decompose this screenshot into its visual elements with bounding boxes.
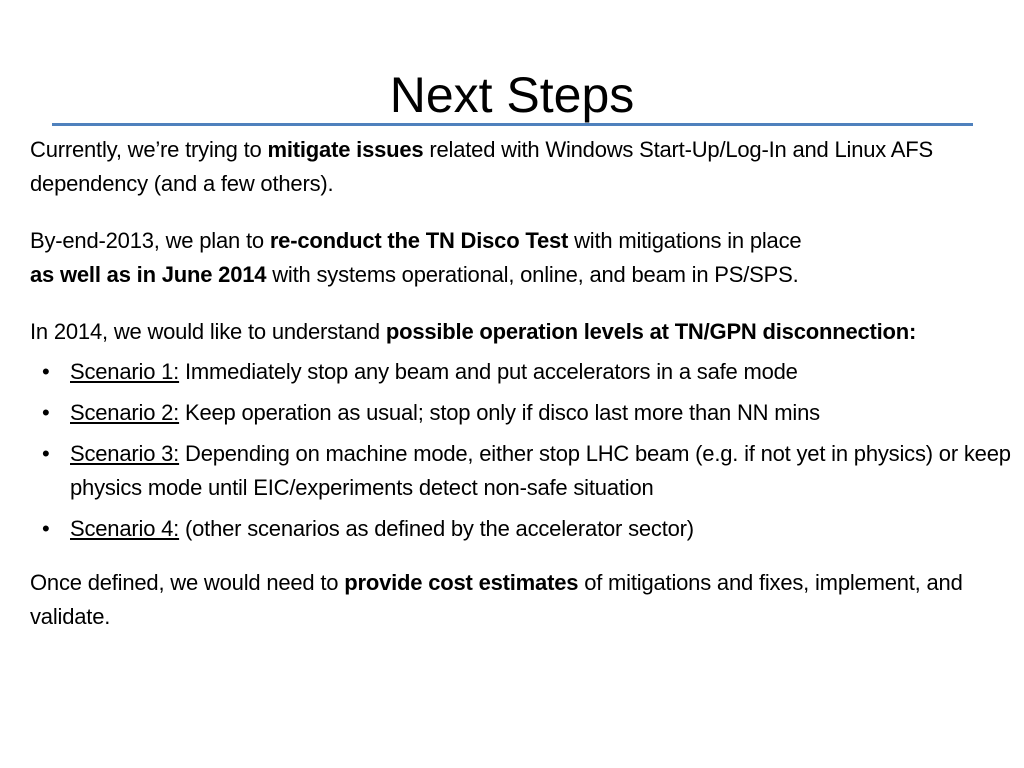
scenario-list bbox=[30, 355, 1014, 546]
para2-text-pre: By-end-2013, we plan to bbox=[30, 228, 270, 253]
paragraph-operation-levels bbox=[30, 315, 1014, 349]
scenario-label: Scenario 3: bbox=[70, 441, 180, 466]
paragraph-current-mitigation bbox=[30, 133, 1014, 201]
para2-text-mid: with mitigations in place bbox=[568, 228, 802, 253]
para4-bold: provide cost estimates bbox=[344, 570, 579, 595]
bullet-icon: • bbox=[42, 516, 50, 541]
para2-text-post: with systems operational, online, and beam in PS/SPS. bbox=[266, 262, 799, 287]
para1-text-pre: Currently, we’re trying to bbox=[30, 137, 268, 162]
paragraph-cost-estimates bbox=[30, 566, 1014, 634]
scenario-text: (other scenarios as defined by the accelerator sector) bbox=[179, 516, 694, 541]
para4-text-pre: Once defined, we would need to bbox=[30, 570, 345, 595]
paragraph-disco-test-plan bbox=[30, 224, 1014, 292]
slide-title: Next Steps bbox=[389, 67, 635, 123]
para3-bold: possible operation levels at TN/GPN disconnection: bbox=[385, 319, 917, 344]
para3-text-pre: In 2014, we would like to understand bbox=[30, 319, 386, 344]
scenario-text: Keep operation as usual; stop only if disco last more than NN mins bbox=[179, 400, 820, 425]
bullet-icon: • bbox=[42, 441, 50, 466]
list-item bbox=[30, 437, 1014, 505]
para1-text-post: related with Windows Start-Up/Log-In and Linux AFS dependency (and a few others). bbox=[30, 137, 933, 196]
scenario-label: Scenario 4: bbox=[70, 516, 180, 541]
scenario-text: Immediately stop any beam and put accelerators in a safe mode bbox=[179, 359, 798, 384]
scenario-text: Depending on machine mode, either stop LHC beam (e.g. if not yet in physics) or keep physics mode until EIC/experiments detect non-safe situation bbox=[70, 441, 1011, 500]
bullet-icon: • bbox=[42, 359, 50, 384]
para2-bold-2: as well as in June 2014 bbox=[30, 262, 267, 287]
scenario-label: Scenario 1: bbox=[70, 359, 180, 384]
list-item bbox=[30, 396, 1014, 430]
title-divider bbox=[52, 123, 973, 126]
para4-text-post: of mitigations and fixes, implement, and validate. bbox=[30, 570, 963, 629]
list-item bbox=[30, 355, 1014, 389]
para1-bold: mitigate issues bbox=[267, 137, 424, 162]
para2-bold-1: re-conduct the TN Disco Test bbox=[269, 228, 569, 253]
scenario-label: Scenario 2: bbox=[70, 400, 180, 425]
list-item bbox=[30, 512, 1014, 546]
slide-body bbox=[30, 133, 1014, 657]
bullet-icon: • bbox=[42, 400, 50, 425]
